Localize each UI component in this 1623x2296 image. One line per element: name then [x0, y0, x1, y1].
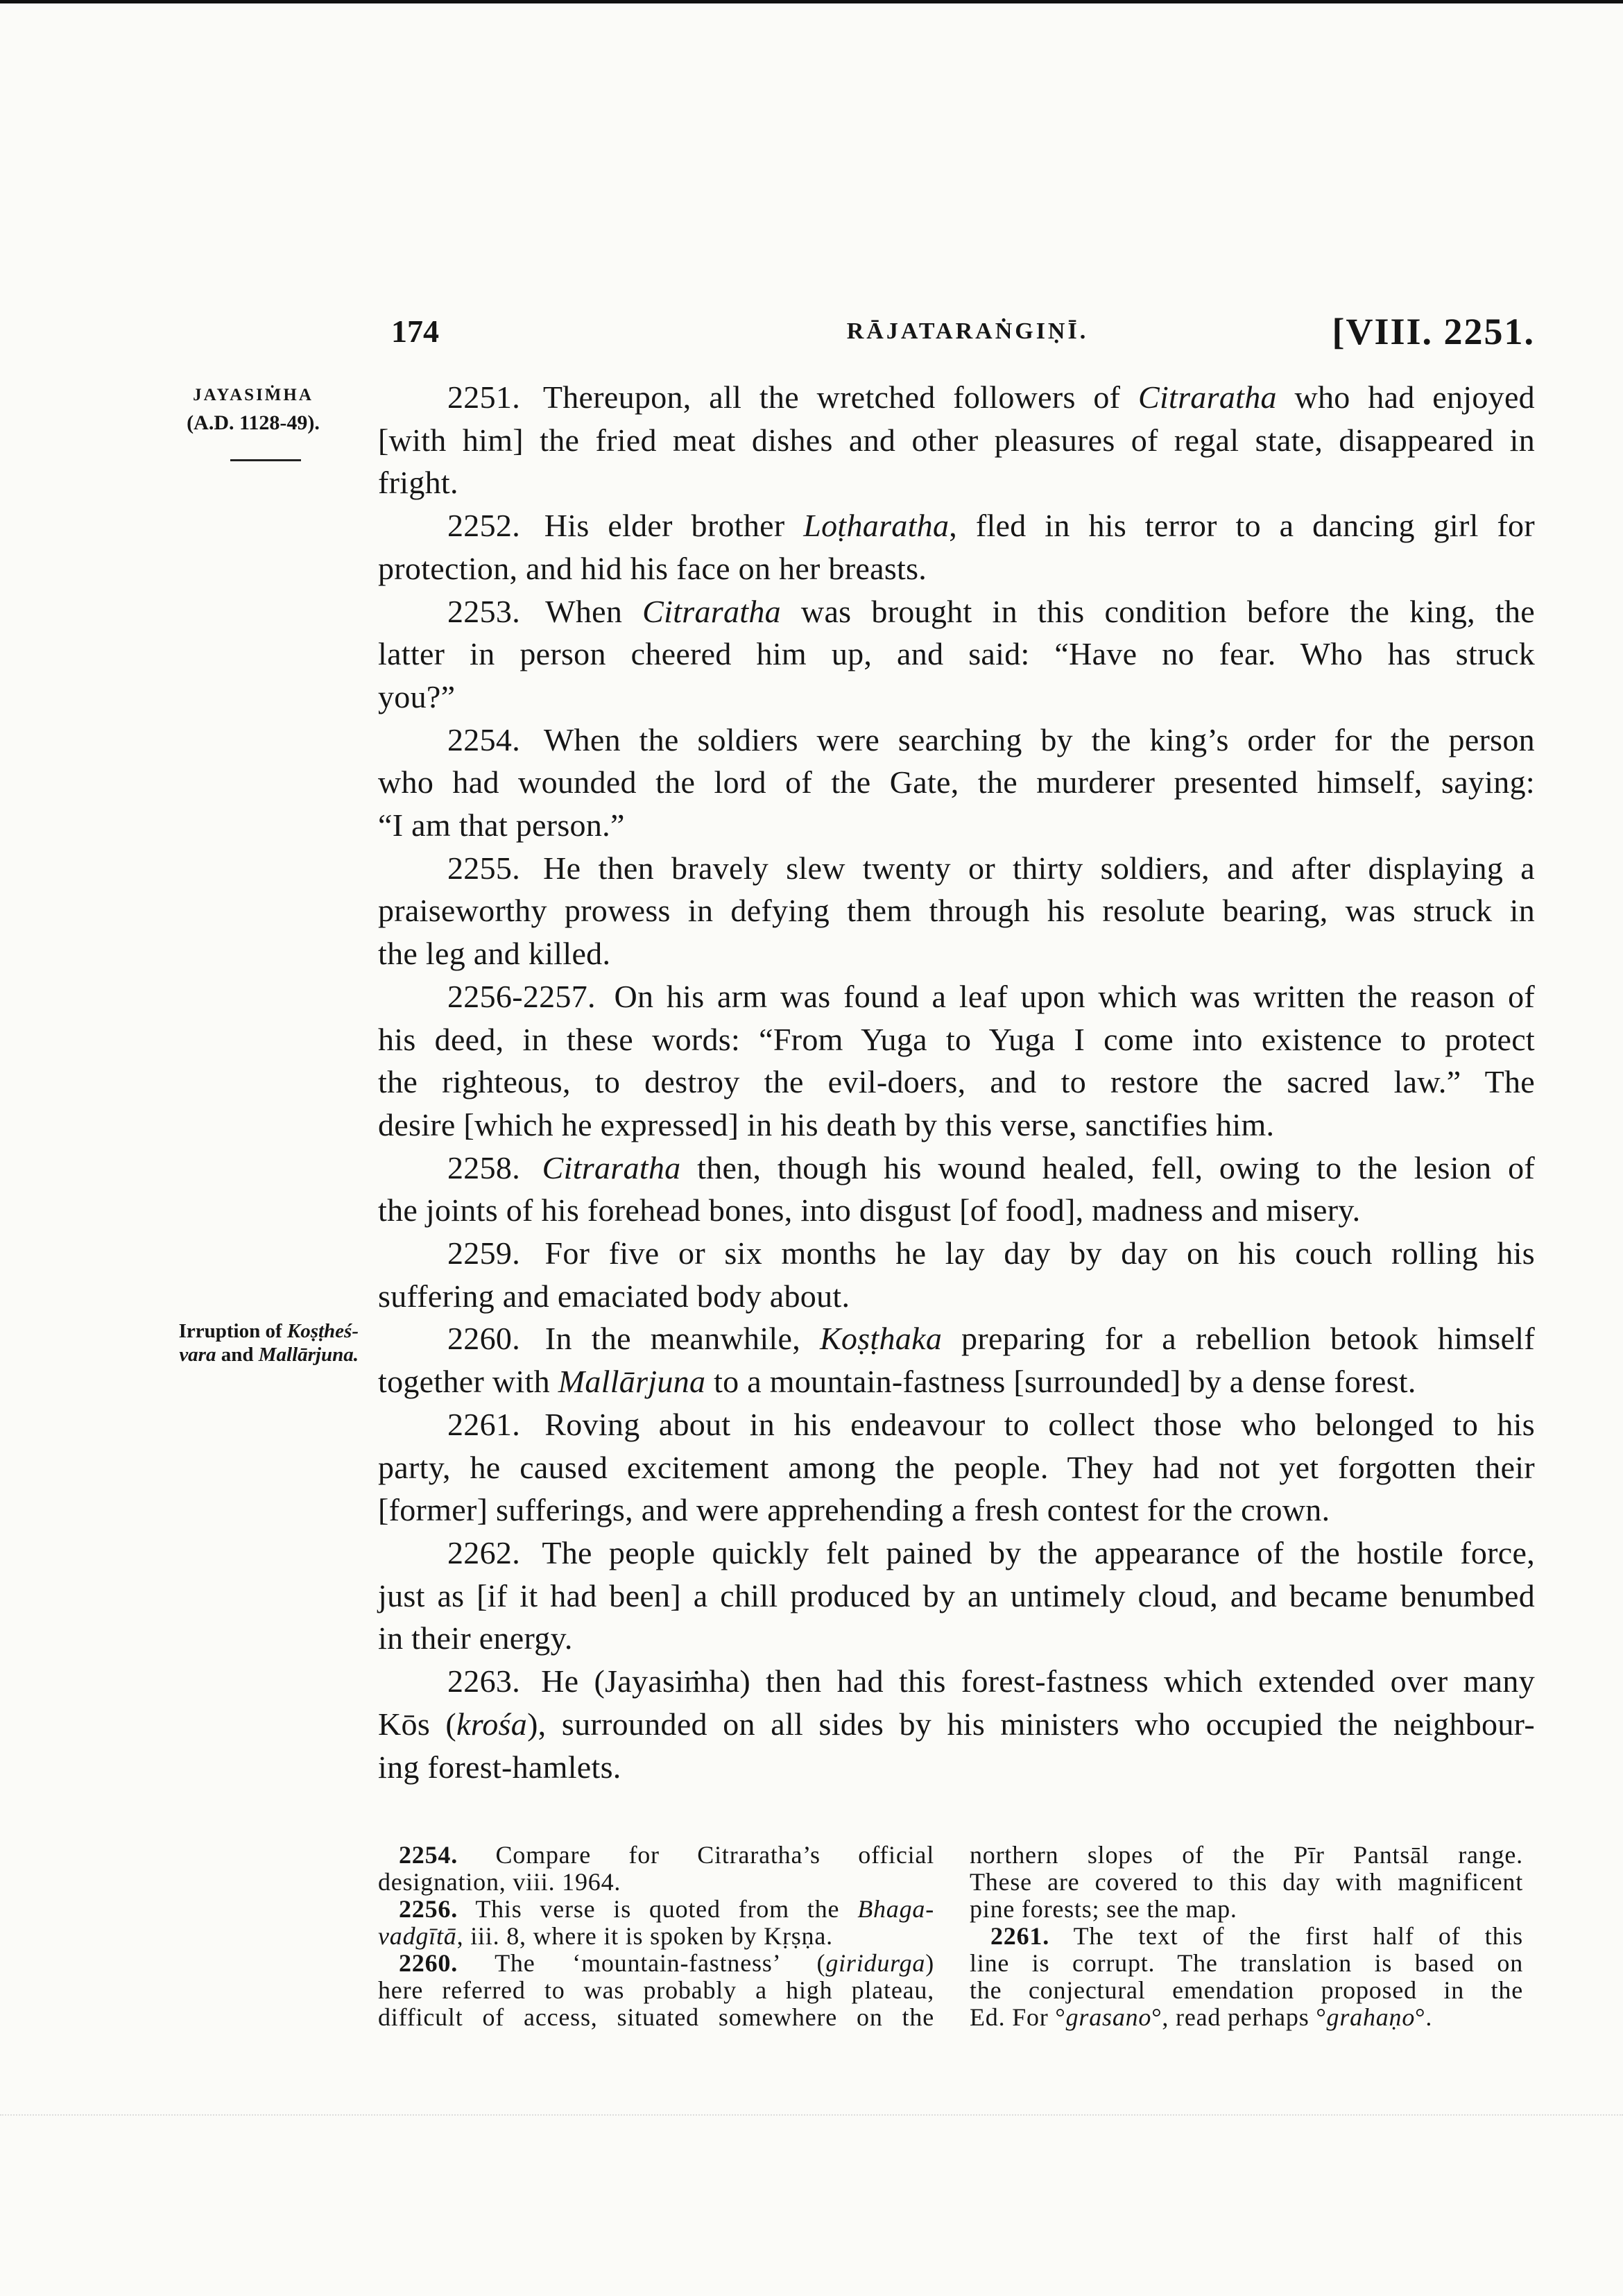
text-run: preparing for a rebellion betook himself	[942, 1321, 1535, 1357]
text-run: northern slopes of the Pīr Pantsāl range.	[970, 1841, 1523, 1869]
paragraph-number: 2258.	[447, 1149, 520, 1185]
page-number: 174	[391, 314, 439, 349]
text-run: pine forests; see the map.	[970, 1895, 1237, 1923]
text-run: [with him] the fried meat dishes and other pleasures of regal state, disappeared in	[378, 422, 1535, 458]
text-line	[378, 975, 1535, 1018]
running-title: RĀJATARAṄGIṆĪ.	[846, 318, 1089, 344]
text-run: latter in person cheered him up, and said: “Have no fear. Who has struck	[378, 636, 1535, 672]
paragraph	[378, 1317, 1535, 1403]
paragraph	[378, 1147, 1535, 1232]
text-run: This verse is quoted from the	[458, 1895, 858, 1923]
body-text	[378, 376, 1535, 1788]
text-line	[378, 1703, 1535, 1746]
text-line	[378, 1189, 1535, 1232]
paragraph	[378, 975, 1535, 1147]
paragraph-number: 2251.	[447, 379, 520, 415]
text-line	[378, 1018, 1535, 1061]
italic-run: Koṣṭheś-	[286, 1320, 359, 1342]
text-line	[378, 633, 1535, 676]
text-run: just as [if it had been] a chill produced by an untimely cloud, and became benumbed	[378, 1577, 1535, 1613]
text-run: then, though his wound healed, fell, owing to the lesion of	[680, 1149, 1535, 1185]
text-run: The ‘mountain-fastness’ (	[458, 1949, 826, 1977]
italic-run: grahaṇo	[1326, 2003, 1416, 2031]
paragraph-number: 2256-2257.	[447, 978, 596, 1014]
text-line	[970, 1950, 1523, 1977]
text-run: who had enjoyed	[1276, 379, 1535, 415]
text-run: his deed, in these words: “From Yuga to Yuga I come into existence to protect	[378, 1021, 1535, 1057]
text-line	[378, 1147, 1535, 1190]
text-line	[378, 1317, 1535, 1360]
paragraph-number: 2253.	[447, 593, 520, 629]
paragraph	[378, 1660, 1535, 1788]
italic-run: giridurga	[825, 1949, 926, 1977]
text-run: Roving about in his endeavour to collect those who belonged to his	[544, 1406, 1535, 1442]
paragraph	[378, 1532, 1535, 1660]
italic-run: grasano	[1065, 2003, 1152, 2031]
text-line	[378, 719, 1535, 762]
text-line	[378, 1923, 934, 1950]
text-line	[378, 461, 1535, 504]
margin-note-line	[83, 1319, 359, 1343]
text-run: For five or six months he lay day by day on his couch rolling his	[544, 1235, 1535, 1271]
text-line	[378, 1532, 1535, 1575]
footnote-number: 2254.	[399, 1841, 458, 1869]
text-line	[378, 1403, 1535, 1446]
text-line	[378, 1660, 1535, 1703]
paragraph	[378, 847, 1535, 975]
paragraph-number: 2263.	[447, 1663, 520, 1699]
text-run: and	[216, 1344, 259, 1366]
paragraph-number: 2254.	[447, 721, 520, 757]
text-run: In the meanwhile,	[544, 1321, 820, 1357]
paragraph	[378, 590, 1535, 719]
section-reference: [VIII. 2251.	[1332, 311, 1535, 352]
text-run: , iii. 8, where it is spoken by Kṛṣṇa.	[456, 1922, 833, 1950]
text-line	[378, 847, 1535, 890]
text-run: the leg and killed.	[378, 936, 611, 972]
text-run: When	[545, 593, 643, 629]
italic-run: krośa	[456, 1706, 528, 1742]
italic-run: Loṭharatha	[803, 508, 950, 544]
text-line	[378, 932, 1535, 975]
text-line	[378, 1275, 1535, 1318]
paragraph-number: 2259.	[447, 1235, 520, 1271]
margin-note-rule	[230, 459, 301, 461]
text-run: praiseworthy prowess in defying them through his resolute bearing, was struck in	[378, 893, 1535, 929]
text-run: the conjectural emendation proposed in the	[970, 1976, 1523, 2004]
text-line	[378, 504, 1535, 547]
text-line	[970, 1869, 1523, 1896]
text-line	[378, 1232, 1535, 1275]
text-line	[970, 1842, 1523, 1869]
text-line	[378, 1575, 1535, 1618]
text-line	[378, 1746, 1535, 1789]
text-line	[378, 590, 1535, 633]
text-line	[378, 1617, 1535, 1660]
paragraph-number: 2255.	[447, 850, 520, 886]
text-line	[378, 1489, 1535, 1532]
text-run: He (Jayasiṁha) then had this forest-fastness which extended over many	[541, 1663, 1536, 1699]
text-line	[970, 1977, 1523, 2004]
text-line	[378, 889, 1535, 932]
text-run: suffering and emaciated body about.	[378, 1278, 850, 1314]
scan-bottom-edge	[0, 2114, 1623, 2116]
footnote	[378, 1896, 934, 1950]
text-run: the righteous, to destroy the evil-doers, and to restore the sacred law.” The	[378, 1064, 1535, 1100]
text-run: Compare for Citraratha’s official	[458, 1841, 934, 1869]
text-line	[970, 2004, 1523, 2031]
text-run: party, he caused excitement among the people. They had not yet forgotten their	[378, 1449, 1535, 1485]
text-line	[378, 1842, 934, 1869]
text-run: When the soldiers were searching by the king’s order for the person	[543, 721, 1535, 757]
text-line	[378, 1950, 934, 1977]
text-run: here referred to was probably a high plateau,	[378, 1976, 934, 2004]
text-run: Thereupon, all the wretched followers of	[542, 379, 1138, 415]
paragraph	[378, 376, 1535, 504]
text-run: On his arm was found a leaf upon which was written the reason of	[614, 978, 1535, 1014]
scan-top-edge	[0, 0, 1623, 3]
text-line	[378, 2004, 934, 2031]
text-line	[378, 419, 1535, 462]
text-run: was brought in this condition before the king, the	[780, 593, 1535, 629]
text-line	[378, 676, 1535, 719]
footnote-number: 2261.	[990, 1922, 1049, 1950]
text-run: together with	[378, 1364, 558, 1400]
text-run: to a mountain-fastness [surrounded] by a dense forest.	[705, 1364, 1416, 1400]
text-line	[970, 1896, 1523, 1923]
italic-run: vara	[179, 1344, 216, 1366]
text-run: These are covered to this day with magnificent	[970, 1868, 1523, 1896]
text-line	[378, 376, 1535, 419]
text-line	[378, 1977, 934, 2004]
text-run: The text of the first half of this	[1049, 1922, 1523, 1950]
text-line	[970, 1923, 1523, 1950]
text-run: His elder brother	[544, 508, 804, 544]
text-run: °, read perhaps °	[1151, 2003, 1327, 2031]
text-run: Ed. For °	[970, 2003, 1066, 2031]
text-line	[378, 761, 1535, 804]
text-run: difficult of access, situated somewhere on the	[378, 2003, 934, 2031]
text-run: °.	[1415, 2003, 1433, 2031]
text-run: “I am that person.”	[378, 807, 625, 843]
paragraph	[378, 1232, 1535, 1317]
paragraph-number: 2252.	[447, 508, 520, 544]
italic-run: Mallārjuna	[558, 1364, 706, 1400]
italic-run: Citraratha	[542, 1149, 681, 1185]
text-run: protection, and hid his face on her breasts.	[378, 550, 927, 586]
margin-note-line	[83, 1343, 359, 1367]
paragraph-number: 2260.	[447, 1321, 520, 1357]
text-run: Irruption of	[178, 1320, 287, 1342]
text-run: the joints of his forehead bones, into disgust [of food], madness and misery.	[378, 1192, 1361, 1228]
text-run: in their energy.	[378, 1620, 573, 1656]
margin-note-king: JAYASIṀHA	[193, 386, 314, 404]
footnotes-right-column	[970, 1842, 1523, 2031]
footnote-number: 2256.	[399, 1895, 458, 1923]
footnote	[378, 1950, 934, 2031]
text-run: )	[925, 1949, 934, 1977]
text-run: designation, viii. 1964.	[378, 1868, 621, 1896]
text-line	[378, 547, 1535, 590]
margin-note-dates: (A.D. 1128-49).	[187, 411, 320, 434]
footnote	[970, 1842, 1523, 1923]
text-line	[378, 1446, 1535, 1489]
paragraph	[378, 1403, 1535, 1532]
text-run: Kōs (	[378, 1706, 457, 1742]
footnote-number: 2260.	[399, 1949, 458, 1977]
italic-run: Citraratha	[642, 593, 781, 629]
text-line	[378, 1061, 1535, 1104]
text-run: ), surrounded on all sides by his ministers who occupied the neighbour-	[527, 1706, 1535, 1742]
footnotes-left-column	[378, 1842, 934, 2031]
text-run: who had wounded the lord of the Gate, the murderer presented himself, saying:	[378, 764, 1535, 800]
italic-run: vadgītā	[378, 1922, 457, 1950]
text-run: The people quickly felt pained by the appearance of the hostile force,	[542, 1534, 1535, 1570]
paragraph	[378, 504, 1535, 590]
italic-run: Bhaga-	[857, 1895, 934, 1923]
text-line	[378, 1360, 1535, 1403]
text-run: ing forest-hamlets.	[378, 1749, 621, 1785]
paragraph	[378, 719, 1535, 847]
text-line	[378, 1104, 1535, 1147]
text-line	[378, 1869, 934, 1896]
paragraph-number: 2262.	[447, 1534, 520, 1570]
text-run: fright.	[378, 465, 458, 501]
text-run: line is corrupt. The translation is based on	[970, 1949, 1523, 1977]
footnote	[378, 1842, 934, 1896]
text-run: , fled in his terror to a dancing girl for	[949, 508, 1535, 544]
paragraph-number: 2261.	[447, 1406, 520, 1442]
text-run: [former] sufferings, and were apprehending a fresh contest for the crown.	[378, 1492, 1330, 1528]
margin-note-irruption	[83, 1319, 359, 1367]
text-run: you?”	[378, 678, 456, 714]
italic-run: Koṣṭhaka	[819, 1321, 943, 1357]
text-line	[378, 1896, 934, 1923]
text-run: He then bravely slew twenty or thirty soldiers, and after displaying a	[543, 850, 1535, 886]
italic-run: Mallārjuna.	[258, 1344, 359, 1366]
footnote	[970, 1923, 1523, 2031]
text-line	[378, 804, 1535, 847]
text-run: desire [which he expressed] in his death by this verse, sanctifies him.	[378, 1106, 1275, 1142]
italic-run: Citraratha	[1137, 379, 1277, 415]
